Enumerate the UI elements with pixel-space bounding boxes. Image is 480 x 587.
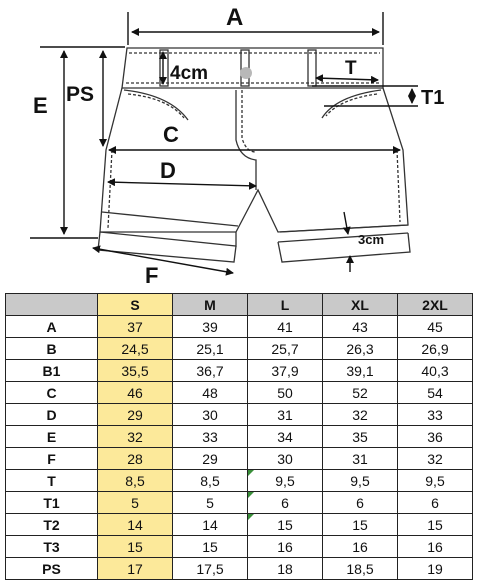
size-table-header [6,294,473,316]
header-size-s: S [98,294,173,316]
cell-d-xl: 32 [323,404,398,426]
cell-e-2xl: 36 [398,426,473,448]
cell-f-l: 30 [248,448,323,470]
cell-a-l: 41 [248,316,323,338]
header-size-xl: XL [323,294,398,316]
size-table [5,293,473,580]
label-hem: 3cm [358,232,385,247]
cell-t1-2xl: 6 [398,492,473,514]
row-label: T3 [6,536,98,558]
header-corner [6,294,98,316]
cell-t3-l: 16 [248,536,323,558]
cell-b-xl: 26,3 [323,338,398,360]
table-row [6,558,473,580]
label-a: A [226,4,244,31]
cell-t3-2xl: 16 [398,536,473,558]
table-row [6,514,473,536]
cell-t-2xl: 9,5 [398,470,473,492]
cell-t3-s: 15 [98,536,173,558]
cell-b-l: 25,7 [248,338,323,360]
table-row [6,338,473,360]
cell-d-m: 30 [173,404,248,426]
cell-ps-xl: 18,5 [323,558,398,580]
cell-d-l: 31 [248,404,323,426]
cell-t-m: 8,5 [173,470,248,492]
cell-t-s: 8,5 [98,470,173,492]
cell-a-2xl: 45 [398,316,473,338]
row-label: A [6,316,98,338]
cell-t1-xl: 6 [323,492,398,514]
cell-ps-s: 17 [98,558,173,580]
cell-t3-m: 15 [173,536,248,558]
cell-ps-l: 18 [248,558,323,580]
row-label: T1 [6,492,98,514]
label-c: C [163,122,179,147]
label-ps: PS [66,83,95,106]
cell-c-m: 48 [173,382,248,404]
row-label: B1 [6,360,98,382]
row-label: D [6,404,98,426]
cell-b-2xl: 26,9 [398,338,473,360]
cell-t2-m: 14 [173,514,248,536]
cell-b1-l: 37,9 [248,360,323,382]
label-f: F [145,263,159,288]
cell-e-l: 34 [248,426,323,448]
cell-a-s: 37 [98,316,173,338]
cell-c-2xl: 54 [398,382,473,404]
table-row [6,492,473,514]
cell-b-m: 25,1 [173,338,248,360]
label-e: E [33,93,48,118]
cell-ps-m: 17,5 [173,558,248,580]
cell-e-xl: 35 [323,426,398,448]
cell-t-l: 9,5 [248,470,323,492]
cell-b1-m: 36,7 [173,360,248,382]
cell-f-xl: 31 [323,448,398,470]
table-row [6,404,473,426]
row-label: T [6,470,98,492]
row-label: B [6,338,98,360]
cell-e-s: 32 [98,426,173,448]
table-row [6,382,473,404]
cell-t2-s: 14 [98,514,173,536]
label-waistband: 4cm [170,63,209,84]
cell-t1-m: 5 [173,492,248,514]
cell-d-s: 29 [98,404,173,426]
cell-c-s: 46 [98,382,173,404]
shorts-diagram [0,0,480,290]
cell-e-m: 33 [173,426,248,448]
cell-f-s: 28 [98,448,173,470]
cell-b1-s: 35,5 [98,360,173,382]
cell-t2-xl: 15 [323,514,398,536]
row-label: C [6,382,98,404]
row-label: E [6,426,98,448]
header-size-m: M [173,294,248,316]
label-t1: T1 [421,87,445,109]
header-size-2xl: 2XL [398,294,473,316]
table-row [6,470,473,492]
header-size-l: L [248,294,323,316]
table-row [6,360,473,382]
table-row [6,448,473,470]
label-t: T [345,58,357,79]
cell-t3-xl: 16 [323,536,398,558]
table-row [6,316,473,338]
cell-b1-2xl: 40,3 [398,360,473,382]
row-label: T2 [6,514,98,536]
cell-f-m: 29 [173,448,248,470]
cell-c-xl: 52 [323,382,398,404]
table-row [6,536,473,558]
cell-t1-l: 6 [248,492,323,514]
cell-f-2xl: 32 [398,448,473,470]
cell-t-xl: 9,5 [323,470,398,492]
row-label: PS [6,558,98,580]
cell-a-xl: 43 [323,316,398,338]
size-table-body [6,316,473,580]
cell-c-l: 50 [248,382,323,404]
cell-b-s: 24,5 [98,338,173,360]
label-d: D [160,158,176,183]
cell-t1-s: 5 [98,492,173,514]
row-label: F [6,448,98,470]
table-row [6,426,473,448]
cell-t2-l: 15 [248,514,323,536]
cell-a-m: 39 [173,316,248,338]
cell-ps-2xl: 19 [398,558,473,580]
cell-t2-2xl: 15 [398,514,473,536]
cell-b1-xl: 39,1 [323,360,398,382]
button-icon [240,67,252,79]
cell-d-2xl: 33 [398,404,473,426]
